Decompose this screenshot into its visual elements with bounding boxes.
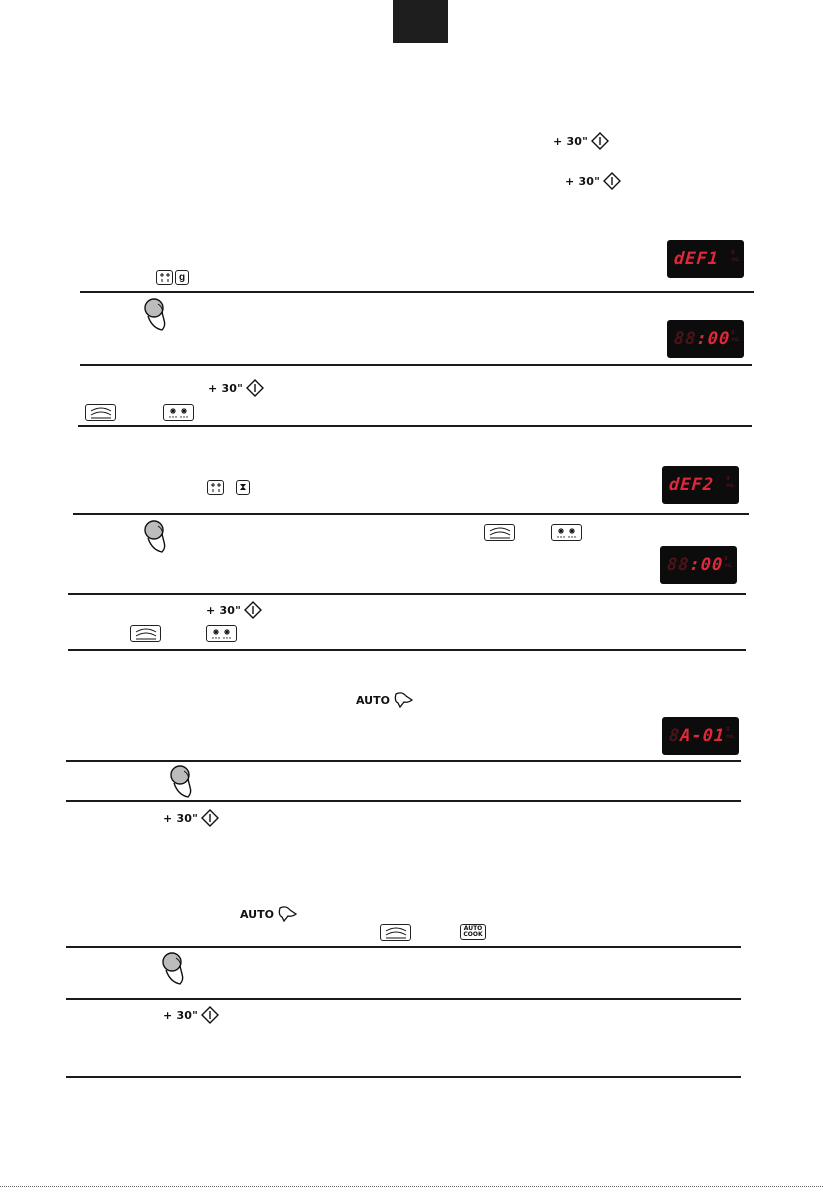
section-divider <box>78 425 752 427</box>
hand-dial-icon[interactable] <box>142 296 172 334</box>
hand-dial-icon[interactable] <box>160 950 190 988</box>
auto-chef-hat-icon <box>392 691 414 709</box>
weight-key[interactable] <box>175 270 189 285</box>
section-divider <box>68 649 746 651</box>
autocook-label-line1: AUTO <box>463 925 483 932</box>
start-button-label: + 30" <box>163 1008 199 1022</box>
defrost-snowflake-icon <box>210 482 222 493</box>
start-diamond-icon <box>246 379 264 397</box>
hand-dial-icon[interactable] <box>168 763 198 801</box>
section-divider <box>66 1076 741 1078</box>
start-button-label: + 30" <box>565 174 601 188</box>
lcd-dim-digits: 88 <box>666 555 691 575</box>
lcd-text: dEF1 <box>673 249 720 269</box>
lcd-text: :00 <box>695 329 731 349</box>
microwave-wave-icon <box>488 527 512 539</box>
microwave-key[interactable] <box>380 924 411 941</box>
lcd-display-auto <box>662 717 739 755</box>
start-30s-button[interactable] <box>206 601 262 619</box>
auto-button[interactable] <box>356 690 414 710</box>
page-tab-marker <box>393 0 448 43</box>
lcd-unit: g mL <box>726 726 734 740</box>
microwave-wave-icon <box>384 927 408 939</box>
section-divider <box>66 760 741 762</box>
auto-button[interactable] <box>240 904 298 924</box>
defrost-key[interactable] <box>551 524 582 541</box>
start-diamond-icon <box>244 601 262 619</box>
start-30s-button[interactable] <box>208 379 264 397</box>
lcd-unit: g mL <box>731 329 739 343</box>
lcd-dim-digits: 8 <box>668 726 681 746</box>
auto-button-label: AUTO <box>356 693 390 707</box>
lcd-display-def1-time <box>667 320 744 358</box>
start-diamond-icon <box>603 172 621 190</box>
section-divider <box>66 998 741 1000</box>
auto-button-label: AUTO <box>240 907 274 921</box>
microwave-wave-icon <box>89 407 113 419</box>
microwave-wave-icon <box>134 628 158 640</box>
lcd-text: dEF2 <box>668 475 715 495</box>
autocook-key[interactable] <box>460 924 486 940</box>
defrost-snowflake-icon <box>210 628 234 640</box>
section-divider <box>73 513 749 515</box>
start-diamond-icon <box>201 809 219 827</box>
section-divider <box>80 364 752 366</box>
section-divider <box>66 800 741 802</box>
start-30s-button[interactable] <box>553 132 609 150</box>
defrost-key[interactable] <box>207 480 224 495</box>
microwave-key[interactable] <box>130 625 161 642</box>
start-30s-button[interactable] <box>565 172 621 190</box>
defrost-snowflake-icon <box>555 527 579 539</box>
defrost-key[interactable] <box>156 270 173 285</box>
section-divider <box>66 946 741 948</box>
section-divider <box>80 291 754 293</box>
microwave-key[interactable] <box>484 524 515 541</box>
lcd-display-def1 <box>667 240 744 278</box>
start-button-label: + 30" <box>208 381 244 395</box>
section-divider <box>68 593 746 595</box>
start-diamond-icon <box>591 132 609 150</box>
page-bottom-border <box>0 1186 823 1187</box>
microwave-key[interactable] <box>85 404 116 421</box>
hourglass-icon: ⧗ <box>239 481 247 493</box>
lcd-text: :00 <box>688 555 724 575</box>
defrost-key[interactable] <box>206 625 237 642</box>
lcd-unit: g mL <box>724 555 732 569</box>
lcd-unit: g mL <box>726 475 734 489</box>
start-button-label: + 30" <box>553 134 589 148</box>
start-button-label: + 30" <box>163 811 199 825</box>
lcd-display-def2 <box>662 466 739 504</box>
auto-chef-hat-icon <box>276 905 298 923</box>
weight-icon: g <box>178 271 186 283</box>
timer-key[interactable] <box>236 480 250 495</box>
lcd-dim-digits: 88 <box>673 329 698 349</box>
defrost-key[interactable] <box>163 404 194 421</box>
start-button-label: + 30" <box>206 603 242 617</box>
defrost-snowflake-icon <box>167 407 191 419</box>
hand-dial-icon[interactable] <box>142 518 172 556</box>
start-30s-button[interactable] <box>163 809 219 827</box>
lcd-unit: g mL <box>731 249 739 263</box>
start-diamond-icon <box>201 1006 219 1024</box>
lcd-text: A-01 <box>679 726 726 746</box>
lcd-display-def2-time <box>660 546 737 584</box>
start-30s-button[interactable] <box>163 1006 219 1024</box>
autocook-label-line2: COOK <box>463 931 483 938</box>
defrost-snowflake-icon <box>159 272 171 283</box>
